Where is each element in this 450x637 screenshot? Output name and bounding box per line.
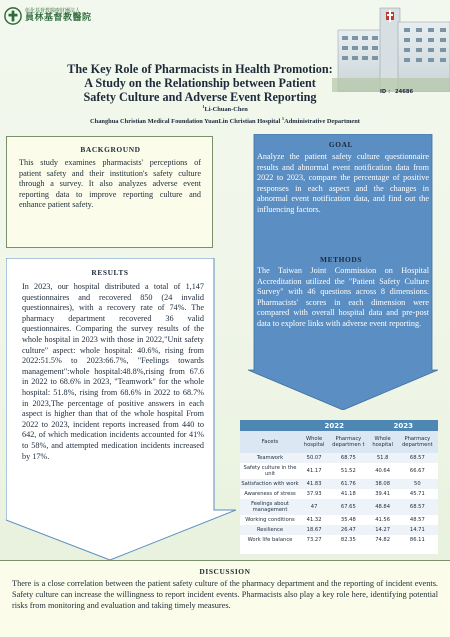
department: Administrative Department <box>284 118 360 126</box>
value-cell: 41.18 <box>328 489 368 499</box>
value-cell: 48.57 <box>397 515 438 525</box>
value-cell: 41.83 <box>300 479 328 489</box>
safety-culture-table <box>240 420 438 545</box>
title-line: The Key Role of Pharmacists in Health Promotion: <box>67 62 333 76</box>
table-row <box>240 489 438 499</box>
background-heading: BACKGROUND <box>80 145 141 154</box>
logo-title: 員林基督教醫院 <box>25 13 92 23</box>
value-cell: 26.47 <box>328 525 368 535</box>
facets-header: Facets <box>240 431 300 453</box>
discussion-text: There is a close correlation between the patient safety culture of the pharmacy department and the reporting of incident events. Safety culture can increase the willingness to report incident events. Pharmacists also play a key role here, identifying potential risks from monitoring and evaluation and taking timely measures. <box>12 579 438 610</box>
goal-text: Analyze the patient safety culture questionnaire results and abnormal event notification data from 2022 to 2023, compare the percentage of positive responses in each aspect and the changes in abnormal event notification data, and find out the influencing factors. <box>257 152 429 214</box>
value-cell: 73.27 <box>300 535 328 545</box>
table-row <box>240 535 438 545</box>
facet-cell: Awareness of stress <box>240 489 300 499</box>
value-cell: 35.48 <box>328 515 368 525</box>
author-block <box>0 102 450 126</box>
value-cell: 50 <box>397 479 438 489</box>
facet-cell: Satisfaction with work <box>241 481 299 487</box>
value-cell: 14.71 <box>397 525 438 535</box>
column-header: Whole hospital <box>300 431 328 453</box>
value-cell: 50.07 <box>300 453 328 463</box>
table-body <box>240 453 438 545</box>
value-cell: 39.41 <box>369 489 397 499</box>
value-cell: 37.93 <box>300 489 328 499</box>
title-line: A Study on the Relationship between Patient <box>84 76 316 90</box>
facet-cell: Feelings about management <box>240 499 300 515</box>
column-header: Pharmacy departmen t <box>328 431 368 453</box>
value-cell: 40.64 <box>369 463 397 479</box>
value-cell: 41.17 <box>300 463 328 479</box>
table-row <box>240 463 438 479</box>
author-superscript: 1 <box>202 104 205 109</box>
results-text: In 2023, our hospital distributed a total of 1,147 questionnaires and recovered 850 (24 invalid questionnaires), with a recovery rate of 74%. The pharmacy department recovered 36 valid questionnaires. Comparing the survey results of the whole hospital in 2023 with those in 2022,"Unit safety culture" aspect: whole hospital: 40.6%, rising from 2022:51.5% to 2023:66.7%, "Feelings towards management":whole hospital:48.8%,rising from 67.6 in 2022 to 68.6% in 2023, "Teamwork" for the whole hospital: 51.8%, rising from 68.6% in 2022 to 68.7% in 2023,The percentage of positive answers in each aspect is higher than that of the whole hospital From 2022 to 2023, incident reports increased from 440 to 642, of which medication incidents accounted for 41% to 58%, and attempted medication incidents increased by 17%. <box>22 282 204 461</box>
discussion-heading: DISCUSSION <box>199 567 251 576</box>
year-2023-header: 2023 <box>369 420 438 431</box>
background-section <box>6 136 213 248</box>
methods-text: The Taiwan Joint Commission on Hospital Accreditation utilized the "Patient Safety Culture Survey" with 46 questions across 8 dimensions. Pharmacists' scores in each dimension were compared with overall hospital data and pre-post data to explore links with adverse event reporting. <box>257 266 429 328</box>
affiliation: Changhua Christian Medical Foundation YuanLin Christian Hospital <box>90 118 281 126</box>
table-row <box>240 525 438 535</box>
table-row <box>240 479 438 489</box>
value-cell: 51.8 <box>369 453 397 463</box>
column-header: Pharmacy department <box>397 431 438 453</box>
table-row <box>240 453 438 463</box>
affiliation-superscript: 1 <box>281 116 285 122</box>
column-header: Whole hospital <box>369 431 397 453</box>
discussion-section <box>0 560 450 637</box>
facet-cell: Resilience <box>240 525 300 535</box>
facet-cell: Work life balance <box>240 535 300 545</box>
value-cell: 51.52 <box>328 463 368 479</box>
facet-cell: Teamwork <box>240 453 300 463</box>
table-row <box>240 515 438 525</box>
hospital-logo <box>4 4 154 28</box>
value-cell: 14.27 <box>369 525 397 535</box>
table-row <box>240 499 438 515</box>
value-cell: 68.57 <box>397 499 438 515</box>
value-cell: 68.75 <box>328 453 368 463</box>
value-cell: 38.08 <box>369 479 397 489</box>
value-cell: 61.76 <box>328 479 368 489</box>
title-line: Safety Culture and Adverse Event Reporting <box>83 90 317 104</box>
background-text: This study examines pharmacists' perceptions of patient safety and their institution's safety culture through a survey. It also analyzes adverse event reporting data to improve reporting culture and enhance patient safety. <box>19 158 201 210</box>
poster-id: ID ： 24686 <box>380 89 414 95</box>
value-cell: 18.67 <box>300 525 328 535</box>
value-cell: 45.71 <box>397 489 438 499</box>
methods-heading: METHODS <box>320 255 362 264</box>
goal-heading: GOAL <box>328 140 354 149</box>
value-cell: 66.67 <box>397 463 438 479</box>
value-cell: 68.57 <box>397 453 438 463</box>
value-cell: 67.65 <box>328 499 368 515</box>
poster-title <box>0 62 400 104</box>
value-cell: 74.82 <box>369 535 397 545</box>
year-2022-header: 2022 <box>300 420 369 431</box>
value-cell: 82.35 <box>328 535 368 545</box>
column-header-row <box>240 431 438 453</box>
year-header-row <box>240 420 438 431</box>
facet-cell: Working conditions <box>240 515 300 525</box>
hospital-cross-icon <box>4 7 22 25</box>
value-cell: 48.84 <box>369 499 397 515</box>
results-table <box>240 420 438 554</box>
logo-subtitle: 彰化基督教醫療財團法人 <box>25 8 81 14</box>
results-heading: RESULTS <box>91 268 129 277</box>
facet-cell: Safety culture in the unit <box>240 463 300 479</box>
facets-corner <box>240 420 300 431</box>
value-cell: 41.32 <box>300 515 328 525</box>
value-cell: 41.56 <box>369 515 397 525</box>
value-cell: 47 <box>300 499 328 515</box>
author-name: Li-Chuan-Chen <box>204 106 248 114</box>
value-cell: 86.11 <box>397 535 438 545</box>
